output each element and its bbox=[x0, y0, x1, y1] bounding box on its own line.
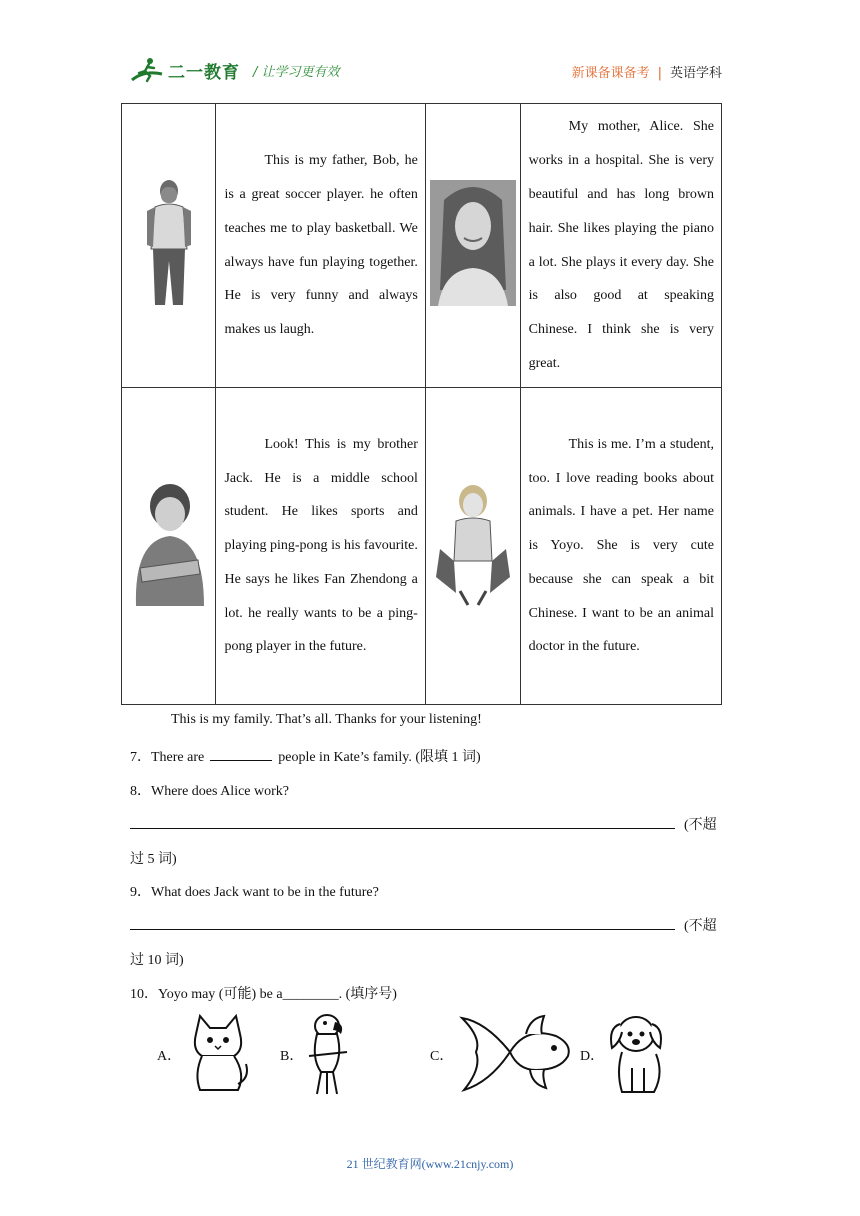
slogan: / 让学习更有效 bbox=[253, 65, 340, 80]
q10-options bbox=[0, 1010, 860, 1100]
q9-limit-cont: 过 10 词) bbox=[130, 953, 184, 968]
option-b-label[interactable]: B． bbox=[280, 1049, 304, 1064]
brother-photo-icon bbox=[130, 482, 208, 606]
option-a-label[interactable]: A． bbox=[157, 1049, 182, 1064]
father-photo-icon bbox=[143, 177, 195, 309]
header-subject-label: 英语学科 bbox=[669, 66, 722, 81]
q9-answer-line[interactable] bbox=[130, 929, 675, 930]
logo-text: 二一教育 bbox=[168, 62, 240, 83]
logo bbox=[130, 56, 240, 84]
q9-limit: (不超 bbox=[684, 919, 717, 934]
question-10: 10．Yoyo may (可能) be a________. (填序号) bbox=[130, 987, 397, 1002]
header-divider: | bbox=[657, 66, 662, 81]
me-photo-cell bbox=[425, 388, 520, 705]
header-subject bbox=[572, 62, 722, 81]
question-8: 8．Where does Alice work? bbox=[130, 784, 289, 799]
mother-passage: My mother, Alice. She works in a hospital. She is very beautiful and has long brown hair. She likes playing the piano a lot. She plays it every day. She is also good at speaking Chinese. I think she is very great. bbox=[520, 104, 721, 388]
me-passage: This is me. I’m a student, too. I love reading books about animals. I have a pet. Her name is Yoyo. She is very cute because she can speak a bit Chinese. I want to be an animal doctor in the future. bbox=[520, 388, 721, 705]
q7-prefix: 7．There are bbox=[130, 750, 205, 765]
option-d-label[interactable]: D． bbox=[580, 1049, 605, 1064]
father-passage: This is my father, Bob, he is a great soccer player. he often teaches me to play basketball. We always have fun playing together. He is very funny and always makes us laugh. bbox=[216, 104, 425, 388]
girl-photo-icon bbox=[434, 481, 512, 607]
q8-answer-line[interactable] bbox=[130, 828, 675, 829]
q7-answer-blank[interactable] bbox=[210, 748, 272, 761]
runner-logo-icon bbox=[130, 56, 164, 84]
goldfish-icon bbox=[456, 1012, 574, 1094]
father-photo-cell bbox=[122, 104, 216, 388]
puppy-icon bbox=[604, 1012, 674, 1094]
header-course-label: 新课备课备考 bbox=[571, 66, 650, 81]
q7-suffix: people in Kate’s family. (限填 1 词) bbox=[278, 750, 481, 765]
parrot-icon bbox=[303, 1012, 353, 1096]
option-c-label[interactable]: C． bbox=[430, 1049, 454, 1064]
brother-passage: Look! This is my brother Jack. He is a middle school student. He likes sports and playing ping-pong is his favourite. He says he likes Fan Zhendong a lot. he really wants to be a ping-pong player in the future. bbox=[216, 388, 425, 705]
mother-photo-cell bbox=[425, 104, 520, 388]
question-9: 9．What does Jack want to be in the future? bbox=[130, 885, 379, 900]
cat-icon bbox=[186, 1014, 252, 1094]
footer-source[interactable]: 21 世纪教育网(www.21cnjy.com) bbox=[346, 1157, 514, 1171]
q8-limit-cont: 过 5 词) bbox=[130, 852, 177, 867]
closing-line: This is my family. That’s all. Thanks for your listening! bbox=[171, 712, 482, 727]
page-header bbox=[0, 0, 860, 100]
mother-photo-icon bbox=[430, 180, 516, 306]
brother-photo-cell bbox=[122, 388, 216, 705]
family-table bbox=[121, 103, 722, 705]
question-7 bbox=[130, 746, 481, 766]
q8-limit: (不超 bbox=[684, 818, 717, 833]
